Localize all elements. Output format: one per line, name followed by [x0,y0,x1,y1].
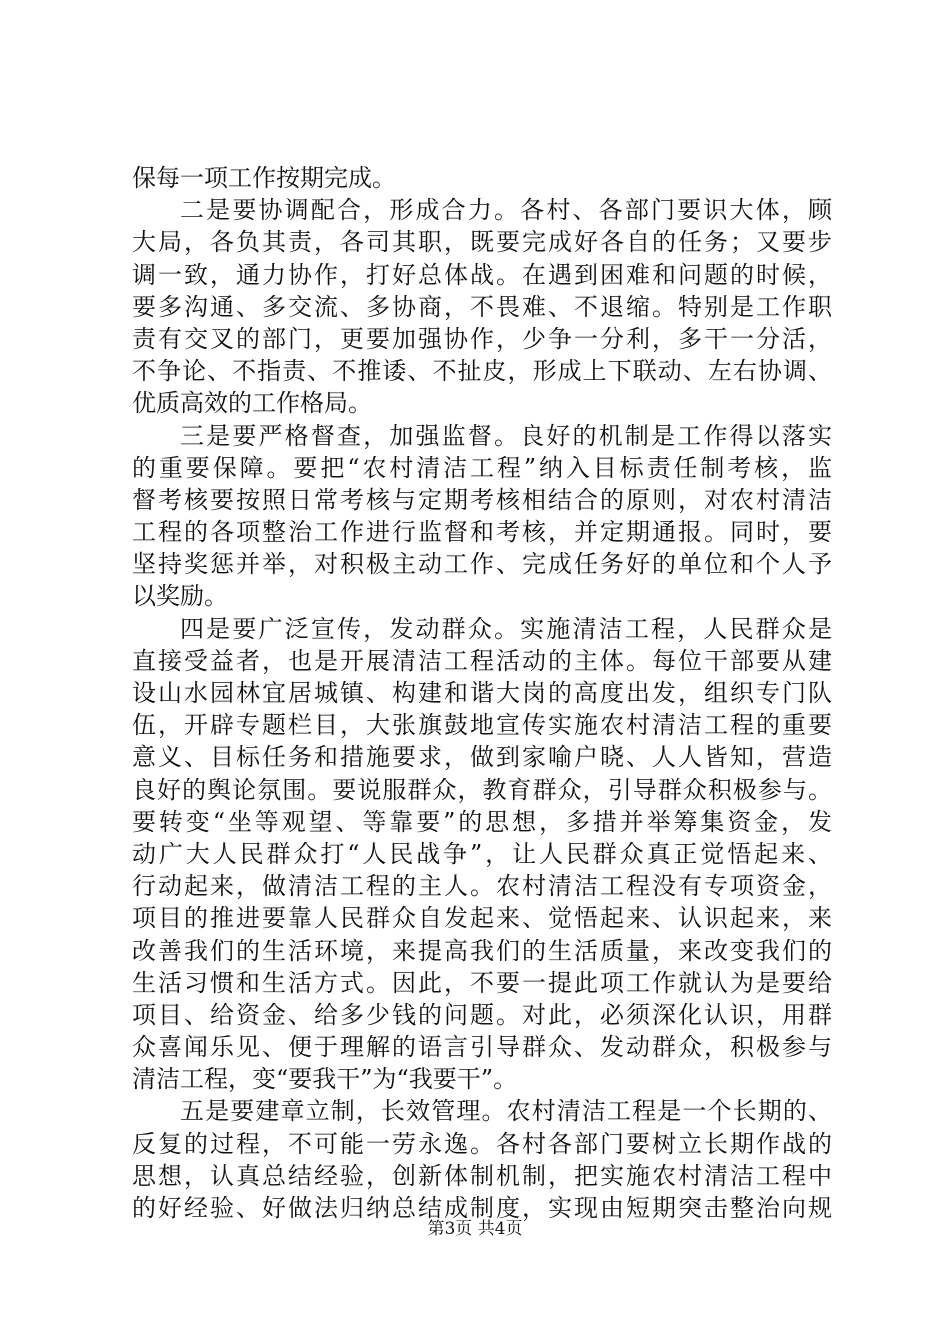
text-line: 不争论、不指责、不推诿、不扯皮，形成上下联动、左右协调、 [132,357,832,386]
text-line: 生活习惯和生活方式。因此，不要一提此项工作就认为是要给 [132,968,832,997]
text-line: 反复的过程，不可能一劳永逸。各村各部门要树立长期作战的 [132,1129,832,1158]
text-line: 项目的推进要靠人民群众自发起来、觉悟起来、认识起来，来 [132,904,832,933]
text-line: 思想，认真总结经验，创新体制机制，把实施农村清洁工程中 [132,1161,832,1190]
text-line: 调一致，通力协作，打好总体战。在遇到困难和问题的时候， [132,260,832,289]
text-line: 行动起来，做清洁工程的主人。农村清洁工程没有专项资金， [132,872,832,901]
text-line: 的重要保障。要把“农村清洁工程”纳入目标责任制考核，监 [132,453,832,482]
text-line: 意义、目标任务和措施要求，做到家喻户晓、人人皆知，营造 [132,743,832,772]
text-line: 以奖励。 [132,582,228,611]
text-line: 的好经验、好做法归纳总结成制度，实现由短期突击整治向规 [132,1194,832,1222]
text-line: 优质高效的工作格局。 [132,389,372,418]
text-line: 直接受益者，也是开展清洁工程活动的主体。每位干部要从建 [132,646,832,675]
text-line: 设山水园林宜居城镇、构建和谐大岗的高度出发，组织专门队 [132,679,832,707]
text-line: 二是要协调配合，形成合力。各村、各部门要识大体，顾 [180,196,832,225]
text-line: 五是要建章立制，长效管理。农村清洁工程是一个长期的、 [180,1097,832,1126]
document-body [132,162,832,1224]
text-line: 督考核要按照日常考核与定期考核相结合的原则，对农村清洁 [132,485,832,514]
text-line: 伍，开辟专题栏目，大张旗鼓地宣传实施农村清洁工程的重要 [132,711,832,740]
text-line: 保每一项工作按期完成。 [132,164,396,192]
text-line: 四是要广泛宣传，发动群众。实施清洁工程，人民群众是 [180,614,832,643]
text-line: 要多沟通、多交流、多协商，不畏难、不退缩。特别是工作职 [132,292,832,321]
page-footer: 第3页 共4页 [427,1219,523,1239]
text-line: 工程的各项整治工作进行监督和考核，并定期通报。同时，要 [132,518,832,547]
text-line: 大局，各负其责，各司其职，既要完成好各自的任务；又要步 [132,228,832,257]
text-line: 良好的舆论氛围。要说服群众，教育群众，引导群众积极参与。 [132,775,832,804]
text-line: 责有交叉的部门，更要加强协作，少争一分利，多干一分活， [132,324,832,353]
text-line: 坚持奖惩并举，对积极主动工作、完成任务好的单位和个人予 [132,550,832,579]
text-line: 三是要严格督查，加强监督。良好的机制是工作得以落实 [180,421,832,450]
text-line: 众喜闻乐见、便于理解的语言引导群众、发动群众，积极参与 [132,1033,832,1062]
text-line: 要转变“坐等观望、等靠要”的思想，多措并举筹集资金，发 [132,807,832,836]
text-line: 动广大人民群众打“人民战争”，让人民群众真正觉悟起来、 [132,839,832,868]
text-line: 改善我们的生活环境，来提高我们的生活质量，来改变我们的 [132,936,832,965]
text-line: 清洁工程，变“要我干”为“我要干”。 [132,1065,518,1094]
text-line: 项目、给资金、给多少钱的问题。对此，必须深化认识，用群 [132,1000,832,1029]
